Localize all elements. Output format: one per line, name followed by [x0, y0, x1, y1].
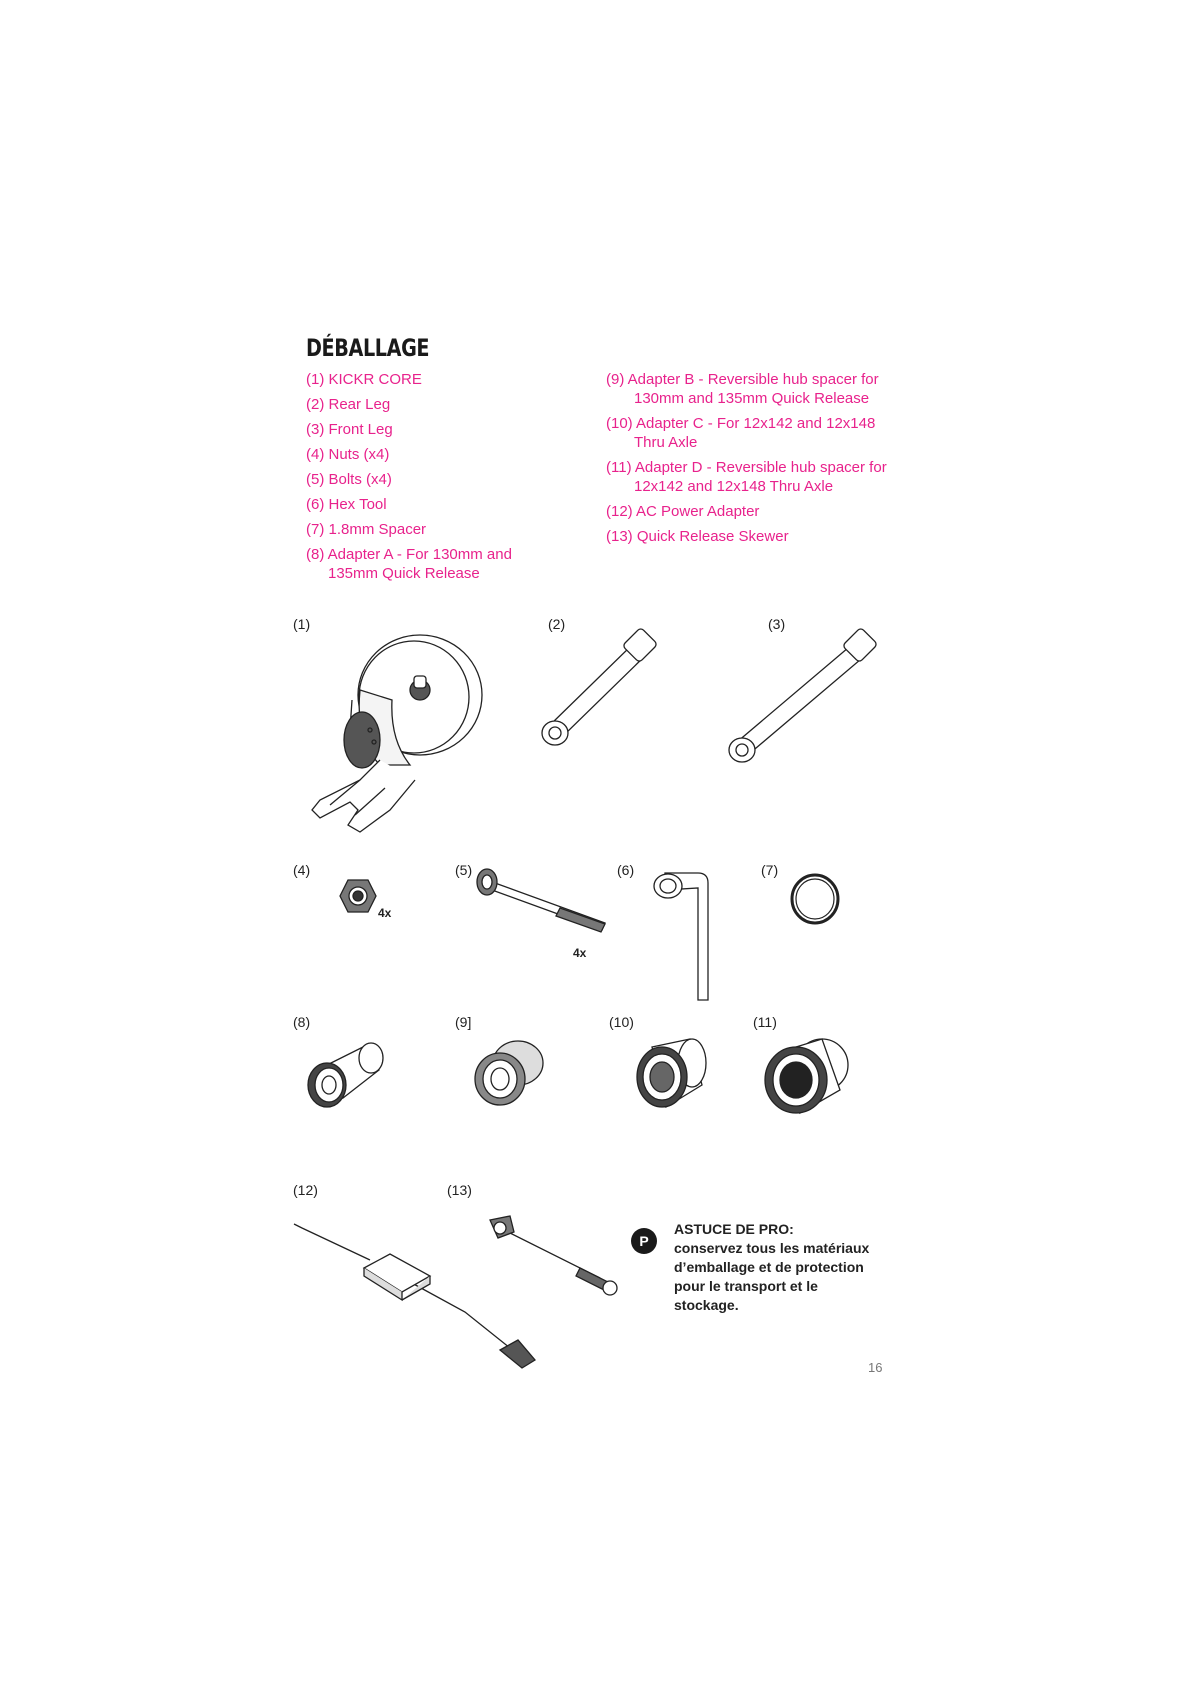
- list-item: (11) Adapter D - Reversible hub spacer for 12x142 and 12x148 Thru Axle: [606, 459, 887, 495]
- spacer-ring-illustration: [788, 872, 843, 927]
- list-item: (8) Adapter A - For 130mm and 135mm Quick Release: [306, 546, 512, 582]
- hex-tool-illustration: [650, 868, 720, 1008]
- adapter-c-illustration: [630, 1035, 715, 1115]
- label-item-12: (12): [293, 1182, 318, 1198]
- list-item: (10) Adapter C - For 12x142 and 12x148 Thru Axle: [606, 415, 876, 451]
- label-item-3: (3): [768, 616, 786, 632]
- list-item: (12) AC Power Adapter: [606, 503, 760, 520]
- label-item-7: (7): [761, 862, 779, 878]
- list-item: (3) Front Leg: [306, 421, 393, 438]
- section-title: DÉBALLAGE: [306, 334, 430, 362]
- list-item: (4) Nuts (x4): [306, 446, 390, 463]
- label-item-13: (13): [447, 1182, 472, 1198]
- label-item-1: (1): [293, 616, 311, 632]
- bolt-illustration: [475, 868, 615, 938]
- parts-list-left: [306, 370, 556, 589]
- parts-list-right: [606, 370, 896, 552]
- list-item: (5) Bolts (x4): [306, 471, 392, 488]
- front-leg-illustration: [725, 630, 885, 770]
- list-item: (7) 1.8mm Spacer: [306, 521, 427, 538]
- list-item: (2) Rear Leg: [306, 396, 391, 413]
- adapter-d-illustration: [760, 1035, 855, 1120]
- kickr-core-illustration: [300, 630, 490, 840]
- label-item-10: (10): [609, 1014, 634, 1030]
- quantity-bolts: 4x: [573, 946, 587, 960]
- list-item: (6) Hex Tool: [306, 496, 387, 513]
- label-item-11: (11): [753, 1014, 777, 1030]
- rear-leg-illustration: [535, 630, 665, 755]
- quick-release-skewer-illustration: [480, 1210, 630, 1300]
- adapter-b-illustration: [470, 1035, 550, 1110]
- label-item-5: (5): [455, 862, 473, 878]
- page-number: 16: [868, 1360, 883, 1375]
- nut-illustration: [338, 878, 378, 916]
- label-item-2: (2): [548, 616, 566, 632]
- pro-tip: [674, 1220, 874, 1315]
- label-item-6: (6): [617, 862, 635, 878]
- label-item-9: (9]: [455, 1014, 472, 1030]
- list-item: (1) KICKR CORE: [306, 371, 422, 388]
- quantity-nuts: 4x: [378, 906, 392, 920]
- pro-tip-badge: P: [631, 1228, 657, 1254]
- label-item-8: (8): [293, 1014, 311, 1030]
- pro-tip-title: ASTUCE DE PRO:: [674, 1221, 794, 1237]
- list-item: (9) Adapter B - Reversible hub spacer for 130mm and 135mm Quick Release: [606, 371, 879, 407]
- list-item: (13) Quick Release Skewer: [606, 528, 789, 545]
- adapter-a-illustration: [305, 1040, 390, 1115]
- label-item-4: (4): [293, 862, 311, 878]
- pro-tip-body: conservez tous les matériaux d’emballage et de protection pour le transport et le stockage.: [674, 1240, 870, 1313]
